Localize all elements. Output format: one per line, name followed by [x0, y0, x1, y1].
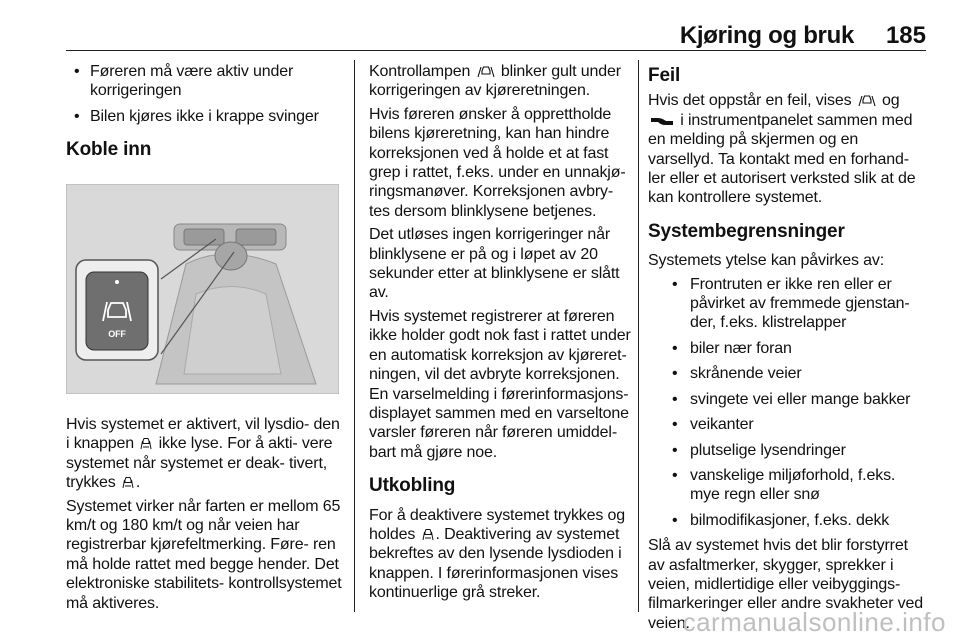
- paragraph: Hvis føreren ønsker å opprettholde bilens kjøreretning, kan han hindre korreksjonen ved å holde et at fast grep i rattet, f.eks. under en unnakjø- ringsmanøver. Korreksjonen avbry- tes dersom blinklysene betjenes.: [369, 105, 626, 220]
- paragraph: Systemet virker når farten er mellom 65 km/t og 180 km/t og når veien har registrerbar kjørefeltmerking. Føre- ren må holde rattet med begge hender. Det elektroniske stabilitets- kontrollsystemet må aktiveres.: [66, 497, 342, 612]
- lane-keep-button-icon: [140, 437, 152, 450]
- column-divider: [638, 60, 639, 612]
- lane-keep-button-icon: [422, 528, 434, 541]
- lane-keep-control-lamp-icon: [858, 94, 876, 107]
- section-title: Kjøring og bruk: [679, 22, 854, 49]
- lane-keep-control-lamp-icon: [477, 65, 495, 78]
- heading-utkobling: Utkobling: [369, 475, 456, 497]
- page-header: [66, 0, 926, 51]
- heading-systembegrensninger: Systembegrensninger: [648, 220, 845, 242]
- list-item: • plutselige lysendringer: [648, 441, 928, 460]
- steering-warning-icon: [650, 115, 674, 127]
- list-item: • biler nær foran: [648, 339, 928, 358]
- paragraph: Slå av systemet hvis det blir forstyrret av asfaltmerker, skygger, sprekker i veien, midlertidige eller veibyggings- filmarkeringer eller andre svakheter ved veien.: [648, 537, 924, 632]
- paragraph: Hvis systemet er aktivert, vil lysdio- den i knappen ikke lyse. For å akti- vere systemet når systemet er deak- tivert, trykkes .: [66, 416, 340, 492]
- list-item: • vanskelige miljøforhold, f.eks. mye regn eller snø: [648, 466, 928, 505]
- list-item: • bilmodifikasjoner, f.eks. dekk: [648, 511, 928, 530]
- off-label: OFF: [108, 328, 126, 339]
- paragraph: Det utløses ingen korrigeringer når blinklysene er på og i løpet av 20 sekunder etter at blinklysene er slått av.: [369, 226, 620, 302]
- paragraph: Systemets ytelse kan påvirkes av:: [648, 252, 885, 270]
- list-item: • Føreren må være aktiv under korrigeringen: [66, 62, 342, 101]
- paragraph: For å deaktivere systemet trykkes og holdes . Deaktivering av systemet bekreftes av den lysende lysdioden i knappen. I førerinformasjonen vises kontinuerlige grå streker.: [369, 506, 626, 602]
- paragraph: Hvis det oppstår en feil, vises og i instrumentpanelet sammen med en melding på skjermen og en varsellyd. Ta kontakt med en forhand- ler eller et autorisert verksted slik at de kan kontrollere systemet.: [648, 92, 916, 207]
- paragraph: Kontrollampen blinker gult under korrigeringen av kjøreretningen.: [369, 63, 621, 100]
- lane-keep-button-icon: [122, 476, 134, 489]
- list-item: • svingete vei eller mange bakker: [648, 390, 928, 409]
- column-3: [648, 62, 928, 637]
- list-item: • veikanter: [648, 415, 928, 434]
- watermark: carmanualsonline.info: [682, 607, 946, 637]
- heading-koble-inn: Koble inn: [66, 139, 152, 161]
- list-item: • Frontruten er ikke ren eller er påvirket av fremmede gjenstan- der, f.eks. klistrelapper: [648, 275, 928, 333]
- heading-feil: Feil: [648, 65, 681, 86]
- column-2: [369, 62, 637, 607]
- gear-console-figure: [66, 184, 339, 394]
- column-divider: [354, 60, 355, 612]
- column-1: [66, 62, 342, 617]
- list-item: • Bilen kjøres ikke i krappe svinger: [66, 107, 342, 126]
- page-number: 185: [885, 22, 926, 49]
- paragraph: Hvis systemet registrerer at føreren ikke holder godt nok fast i rattet under en automatisk korreksjon av kjøreret- ningen, vil det avbryte korreksjonen. En varselmelding i førerinformasjons- displayet sammen med en varseltone varsler føreren når føreren umiddel- bart må gjøre noe.: [369, 307, 631, 461]
- list-item: • skrånende veier: [648, 364, 928, 383]
